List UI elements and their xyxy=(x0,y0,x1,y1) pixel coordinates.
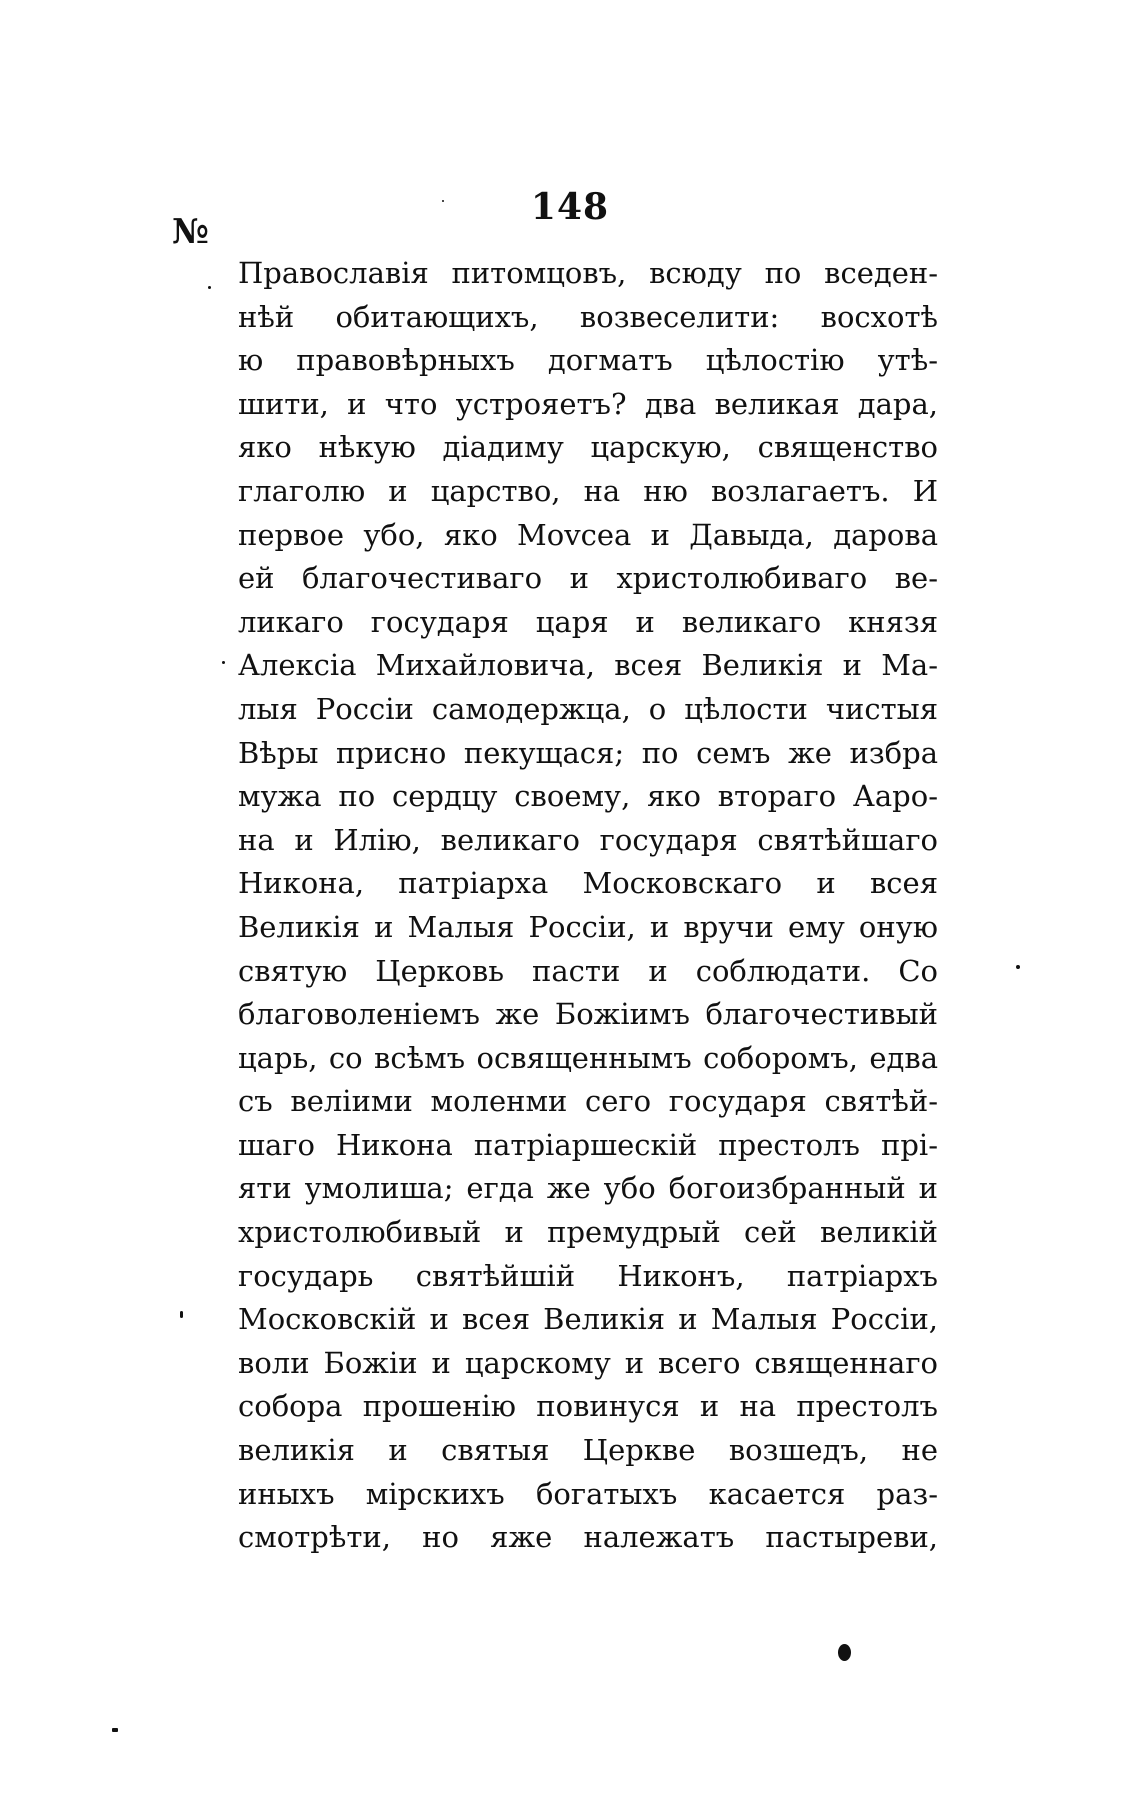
text-line: ей благочестиваго и христолюбиваго ве- xyxy=(238,561,938,596)
scan-speck xyxy=(112,1728,118,1732)
text-line: нѣй обитающихъ, возвеселити: восхотѣ xyxy=(238,299,938,334)
text-line: смотрѣти, но яже належатъ пастыреви, xyxy=(238,1520,938,1555)
text-line: великія и святыя Церкве возшедъ, не xyxy=(238,1433,938,1468)
text-line: ю правовѣрныхъ догматъ цѣлостію утѣ- xyxy=(238,343,938,378)
text-line: царь, со всѣмъ освященнымъ соборомъ, едва xyxy=(238,1040,938,1075)
text-line: на и Илію, великаго государя святѣйшаго xyxy=(238,822,938,857)
text-line: яко нѣкую діадиму царскую, священство xyxy=(238,430,938,465)
scan-speck xyxy=(208,286,211,289)
text-line: глаголю и царство, на ню возлагаетъ. И xyxy=(238,473,938,508)
text-line: святую Церковь пасти и соблюдати. Со xyxy=(238,953,938,988)
scan-speck xyxy=(442,200,444,202)
text-line: государь святѣйшій Никонъ, патріархъ xyxy=(238,1258,938,1293)
text-line: воли Божіи и царскому и всего священнаго xyxy=(238,1345,938,1380)
scan-speck xyxy=(1016,965,1020,969)
page-number: 148 xyxy=(530,186,610,228)
ink-blot xyxy=(838,1644,851,1661)
text-line: шаго Никона патріаршескій престолъ прі- xyxy=(238,1127,938,1162)
scan-speck xyxy=(180,1311,183,1318)
text-line: иныхъ мірскихъ богатыхъ касается раз- xyxy=(238,1476,938,1511)
text-line: Православія питомцовъ, всюду по вседен- xyxy=(238,256,938,290)
text-line: Великія и Малыя Россіи, и вручи ему оную xyxy=(238,909,938,944)
text-line: ликаго государя царя и великаго князя xyxy=(238,604,938,639)
text-line: христолюбивый и премудрый сей великій xyxy=(238,1215,938,1250)
text-line: первое убо, яко Моvсеа и Давыда, дарова xyxy=(238,517,938,552)
text-line: мужа по сердцу своему, яко втораго Ааро- xyxy=(238,779,938,814)
body-text xyxy=(238,252,938,1560)
margin-mark: № xyxy=(172,212,209,252)
text-line: Никона, патріарха Московскаго и всея xyxy=(238,866,938,901)
text-line: яти умолиша; егда же убо богоизбранный и xyxy=(238,1171,938,1206)
text-line: благоволеніемъ же Божіимъ благочестивый xyxy=(238,997,938,1032)
text-line: Алексіа Михайловича, всея Великія и Ма- xyxy=(238,648,938,683)
text-line: Вѣры присно пекущася; по семъ же избра xyxy=(238,735,938,770)
text-line: Московскій и всея Великія и Малыя Россіи, xyxy=(238,1302,938,1337)
text-line: съ веліими моленми сего государя святѣй- xyxy=(238,1084,938,1119)
text-line: шити, и что устрояетъ? два великая дара, xyxy=(238,386,938,421)
text-line: собора прошенію повинуся и на престолъ xyxy=(238,1389,938,1424)
text-line: лыя Россіи самодержца, о цѣлости чистыя xyxy=(238,691,938,726)
scan-speck xyxy=(222,661,225,664)
